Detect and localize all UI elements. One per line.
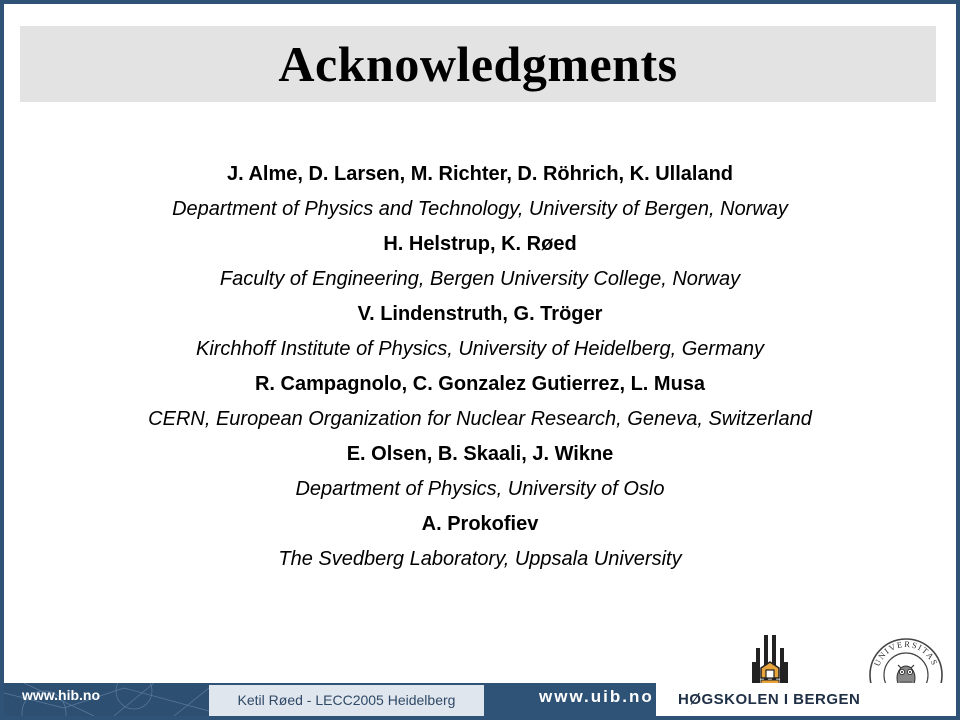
author-names: V. Lindenstruth, G. Tröger [357, 303, 603, 325]
affiliation: Kirchhoff Institute of Physics, University of Heidelberg, Germany [195, 338, 764, 360]
hib-website-link[interactable]: www.hib.no [22, 687, 101, 703]
acknowledgments-list [4, 157, 956, 577]
slide-title: Acknowledgments [278, 36, 678, 92]
affiliation: The Svedberg Laboratory, Uppsala University [278, 548, 682, 570]
presenter-credit: Ketil Røed - LECC2005 Heidelberg [209, 685, 484, 716]
uib-website-link[interactable]: www.uib.no [539, 687, 654, 706]
author-names: H. Helstrup, K. Røed [383, 233, 577, 255]
title-bar [20, 26, 936, 102]
affiliation: Faculty of Engineering, Bergen University College, Norway [219, 268, 741, 290]
acknowledgment-group [4, 227, 956, 297]
affiliation: CERN, European Organization for Nuclear Research, Geneva, Switzerland [148, 408, 812, 430]
institution-name: HØGSKOLEN I BERGEN [678, 691, 861, 708]
footer-left-panel [4, 683, 209, 716]
footer-bar [4, 683, 956, 716]
author-names: J. Alme, D. Larsen, M. Richter, D. Röhrich, K. Ullaland [226, 163, 734, 185]
footer-right-panel [656, 683, 956, 716]
acknowledgment-group [4, 507, 956, 577]
acknowledgment-group [4, 157, 956, 227]
svg-text:UNIVERSITAS: UNIVERSITAS [871, 638, 941, 668]
affiliation: Department of Physics, University of Oslo [295, 478, 665, 500]
acknowledgment-group [4, 367, 956, 437]
acknowledgment-group [4, 437, 956, 507]
author-names: R. Campagnolo, C. Gonzalez Gutierrez, L. Musa [254, 373, 706, 395]
acknowledgment-group [4, 297, 956, 367]
author-names: A. Prokofiev [421, 513, 539, 535]
affiliation: Department of Physics and Technology, University of Bergen, Norway [172, 198, 788, 220]
author-names: E. Olsen, B. Skaali, J. Wikne [346, 443, 614, 465]
